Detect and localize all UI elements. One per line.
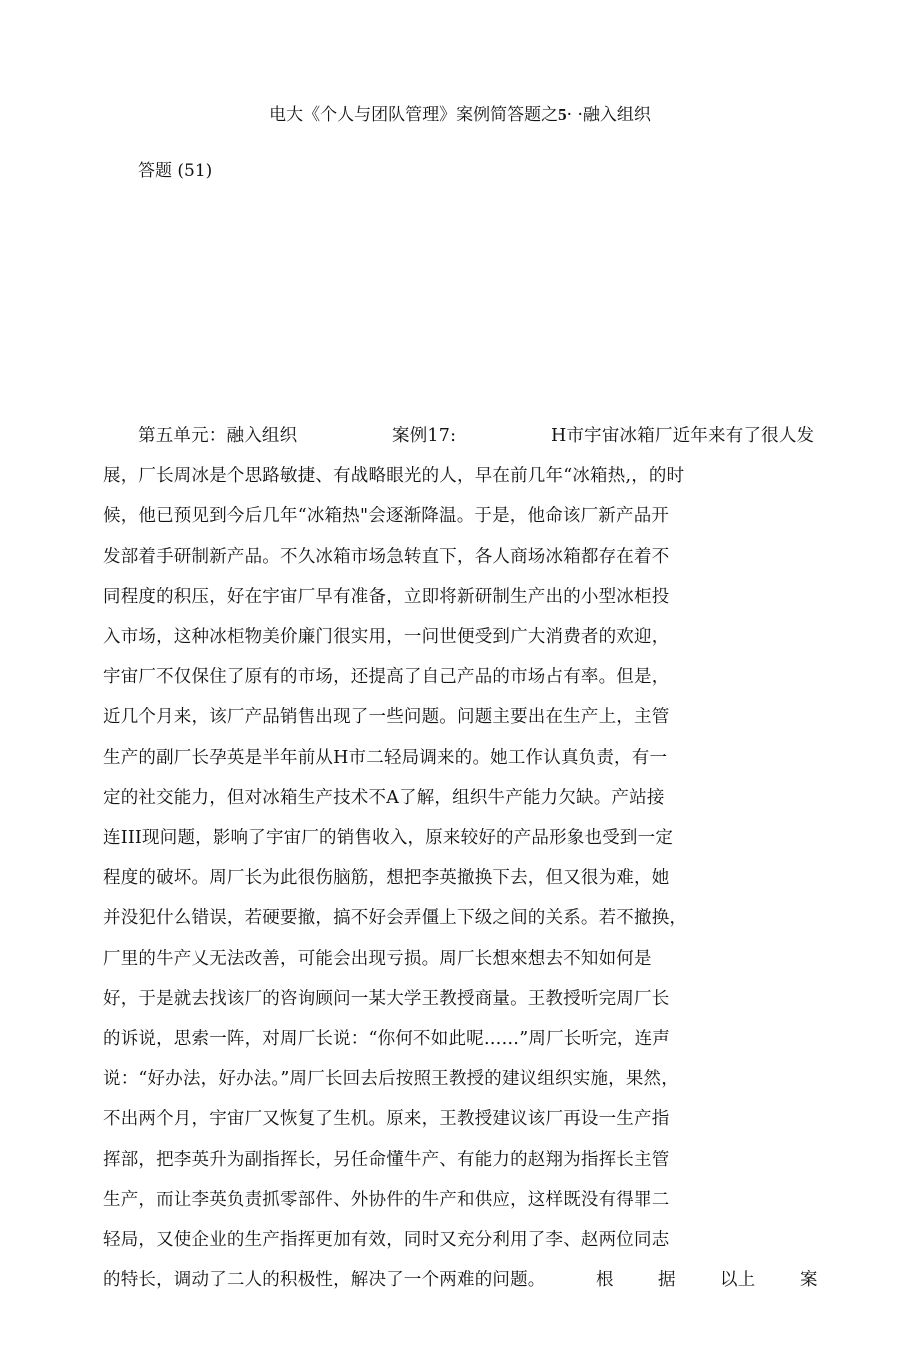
paragraph-line: 候，他已预见到今后几年“冰箱热"会逐渐降温。于是，他命该厂新产品开	[103, 506, 670, 527]
paragraph-line: 不出两个月，宇宙厂又恢复了生机。原来，王教授建议该厂再设一生产指	[103, 1109, 670, 1130]
paragraph-line: 连III现问题，影响了宇宙厂的销售收入，原来较好的产品形象也受到一定	[103, 828, 674, 848]
paragraph-line: 挥部，把李英升为副指挥长，另任命懂牛产、有能力的赵翔为指挥长主管	[103, 1149, 670, 1170]
paragraph-line: 近几个月来，该厂产品销售出现了一些问题。问题主要出在生产上，主管	[103, 707, 670, 728]
case-label: 案例17:	[392, 426, 457, 446]
line-word: 根	[596, 1270, 614, 1291]
section-label: 答题 (51)	[138, 161, 213, 181]
paragraph-line: 轻局，又使企业的生产指挥更加有效，同时又充分利用了李、赵两位同志	[103, 1230, 670, 1250]
unit-heading: 第五单元：融入组织	[138, 426, 298, 446]
line-word: 案	[800, 1270, 818, 1291]
paragraph-line: 生产，而让李英负责抓零部件、外协件的牛产和供应，这样既没有得罪二	[103, 1189, 670, 1210]
paragraph-line: 宇宙厂不仅保住了原有的市场，还提高了自己产品的市场占有率。但是，	[103, 667, 670, 688]
paragraph-line: 入市场，这种冰柜物美价廉门很实用，一问世便受到广大消费者的欢迎，	[103, 627, 670, 647]
document-title: 电大《个人与团队管理》案例简答题之5· ·融入组织	[269, 105, 651, 125]
case-text: H市宇宙冰箱厂近年来有了很人发	[551, 426, 815, 446]
line-text: 的特长，调动了二人的积极性，解决了一个两难的问题。	[103, 1270, 546, 1291]
paragraph-line: 的诉说，思索一阵，对周厂长说：“你何不如此呢……”周厂长听完，连声	[103, 1029, 670, 1049]
line-word: 以上	[720, 1270, 756, 1291]
paragraph-line: 程度的破坏。周厂长为此很伤脑筋，想把李英撤换下去，但又很为难，她	[103, 868, 670, 889]
paragraph-line: 同程度的积压，好在宇宙厂早有准备，立即将新研制生产出的小型冰柜投	[103, 586, 670, 607]
line-word: 据	[658, 1270, 676, 1291]
paragraph-line: 定的社交能力，但对冰箱生产技术不A了解，组织牛产能力欠缺。产站接	[103, 787, 665, 808]
paragraph-line: 生产的副厂长孕英是半年前从H市二轻局调来的。她工作认真负责，有一	[103, 747, 668, 768]
paragraph-line: 说：“好办法，好办法。”周厂长回去后按照王教授的建议组织实施，果然，	[103, 1069, 679, 1090]
paragraph-line: 并没犯什么错误，若硬要撤，搞不好会弄僵上下级之间的关系。若不撤换，	[103, 908, 688, 929]
paragraph-line: 发部着手研制新产品。不久冰箱市场急转直下，各人商场冰箱都存在着不	[103, 546, 670, 567]
paragraph-line: 好，于是就去找该厂的咨询顾问一某大学王教授商量。王教授听完周厂长	[103, 988, 670, 1009]
paragraph-line: 厂里的牛产乂无法改善，可能会出现亏损。周厂长想來想去不知如何是	[103, 948, 652, 969]
paragraph-line: 展，厂长周冰是个思路敏捷、有战略眼光的人，早在前几年“冰箱热,，的时	[103, 466, 685, 487]
